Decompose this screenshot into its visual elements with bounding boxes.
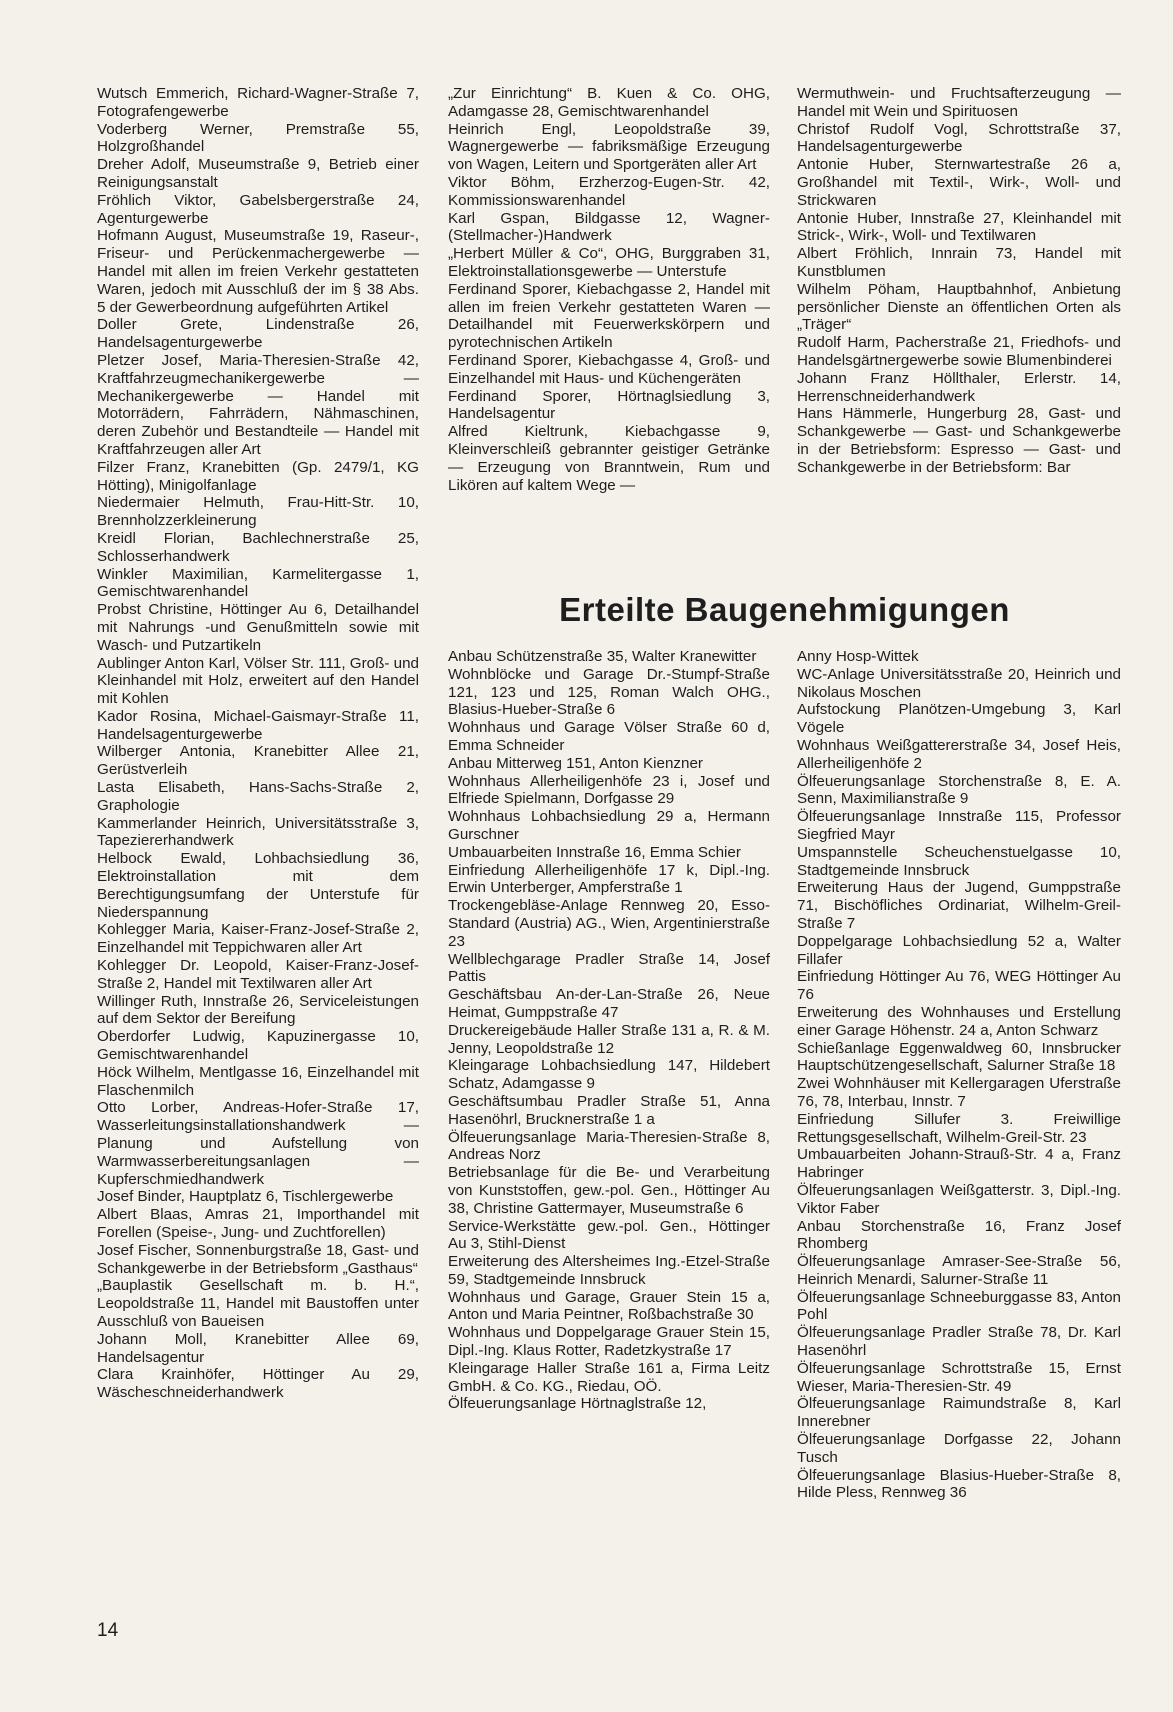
list-entry: Trockengebläse-Anlage Rennweg 20, Esso-Standard (Austria) AG., Wien, Argentinierstraße 23 (448, 897, 770, 950)
list-entry: Johann Moll, Kranebitter Allee 69, Handelsagentur (97, 1330, 419, 1366)
list-entry: Kohlegger Dr. Leopold, Kaiser-Franz-Josef-Straße 2, Handel mit Textilwaren aller Art (97, 957, 419, 992)
list-entry: Alfred Kieltrunk, Kiebachgasse 9, Kleinverschleiß gebrannter geistiger Getränke — Erzeugung von Branntwein, Rum und Likören auf kaltem Wege — (448, 423, 770, 494)
list-entry: Geschäftsumbau Pradler Straße 51, Anna Hasenöhrl, Brucknerstraße 1 a (448, 1092, 770, 1128)
list-entry: Niedermaier Helmuth, Frau-Hitt-Str. 10, Brennholzzerkleinerung (97, 494, 419, 530)
list-entry: Fröhlich Viktor, Gabelsbergerstraße 24, Agenturgewerbe (97, 191, 419, 227)
list-entry: Schießanlage Eggenwaldweg 60, Innsbrucker Hauptschützengesellschaft, Salurner Straße 18 (797, 1039, 1121, 1075)
list-entry: Anbau Schützenstraße 35, Walter Kranewitter (448, 648, 757, 665)
list-entry: Ölfeuerungsanlagen Weißgatterstr. 3, Dipl.-Ing. Viktor Faber (797, 1181, 1121, 1217)
list-entry: Christof Rudolf Vogl, Schrottstraße 37, Handelsagenturgewerbe (797, 120, 1121, 156)
list-entry: Hofmann August, Museumstraße 19, Raseur-, Friseur- und Perückenmachergewerbe — Handel mit allen im freien Verkehr gestatteten Waren, jedoch mit Ausschluß der im § 38 Abs. 5 der Gewerbeordnung aufgeführten Artikel (97, 227, 419, 316)
list-entry: Anbau Storchenstraße 16, Franz Josef Rhomberg (797, 1217, 1121, 1253)
list-entry: Wohnhaus Allerheiligenhöfe 23 i, Josef und Elfriede Spielmann, Dorfgasse 29 (448, 772, 770, 808)
list-entry: Ölfeuerungsanlage Dorfgasse 22, Johann Tusch (797, 1431, 1121, 1466)
section-heading: Erteilte Baugenehmigungen (559, 591, 1010, 628)
list-entry: Zwei Wohnhäuser mit Kellergaragen Uferstraße 76, 78, Interbau, Innstr. 7 (797, 1075, 1121, 1110)
list-entry: „Zur Einrichtung“ B. Kuen & Co. OHG, Adamgasse 28, Gemischtwarenhandel (448, 85, 770, 120)
list-entry: Pletzer Josef, Maria-Theresien-Straße 42, Kraftfahrzeugmechanikergewerbe — Mechanikergewerbe — Handel mit Motorrädern, Fahrrädern, Nähmaschinen, deren Zubehör und Bestandteile — Handel mit Kraftfahrzeugen aller Art (97, 351, 419, 458)
list-entry: Ölfeuerungsanlage Schrottstraße 15, Ernst Wieser, Maria-Theresien-Str. 49 (797, 1359, 1121, 1395)
list-entry: Otto Lorber, Andreas-Hofer-Straße 17, Wasserleitungsinstallationshandwerk — Planung und Aufstellung von Warmwasserbereitungsanlagen — Kupferschmiedhandwerk (97, 1099, 419, 1188)
list-entry: Anbau Mitterweg 151, Anton Kienzner (448, 754, 703, 772)
list-entry: Antonie Huber, Sternwartestraße 26 a, Großhandel mit Textil-, Wirk-, Woll- und Strickwaren (797, 156, 1121, 209)
list-entry: Ölfeuerungsanlage Hörtnaglstraße 12, (448, 1395, 707, 1413)
list-entry: Höck Wilhelm, Mentlgasse 16, Einzelhandel mit Flaschenmilch (97, 1063, 419, 1099)
list-entry: Ferdinand Sporer, Kiebachgasse 4, Groß- und Einzelhandel mit Haus- und Küchengeräten (448, 351, 770, 387)
list-entry: Ferdinand Sporer, Kiebachgasse 2, Handel mit allen im freien Verkehr gestatteten Waren — Detailhandel mit Feuerwerkskörpern und pyrotechnischen Artikeln (448, 280, 770, 352)
list-entry: Wohnhaus Lohbachsiedlung 29 a, Hermann Gurschner (448, 808, 770, 843)
list-entry: Einfriedung Sillufer 3. Freiwillige Rettungsgesellschaft, Wilhelm-Greil-Str. 23 (797, 1110, 1121, 1146)
list-entry: Service-Werkstätte gew.-pol. Gen., Höttinger Au 3, Stihl-Dienst (448, 1217, 770, 1253)
list-entry: Helbock Ewald, Lohbachsiedlung 36, Elektroinstallation mit dem Berechtigungsumfang der Unterstufe für Niederspannung (97, 850, 419, 921)
list-entry: Druckereigebäude Haller Straße 131 a, R. & M. Jenny, Leopoldstraße 12 (448, 1021, 770, 1057)
list-entry: Ölfeuerungsanlage Maria-Theresien-Straße 8, Andreas Norz (448, 1128, 770, 1164)
list-entry: Wilhelm Pöham, Hauptbahnhof, Anbietung persönlicher Dienste an öffentlichen Orten als „Träger“ (797, 280, 1121, 334)
list-entry: Winkler Maximilian, Karmelitergasse 1, Gemischtwarenhandel (97, 565, 419, 601)
list-entry: Doller Grete, Lindenstraße 26, Handelsagenturgewerbe (97, 316, 419, 352)
list-entry: Kleingarage Lohbachsiedlung 147, Hildebert Schatz, Adamgasse 9 (448, 1057, 770, 1093)
list-entry: Albert Fröhlich, Innrain 73, Handel mit Kunstblumen (797, 245, 1121, 280)
list-entry: Dreher Adolf, Museumstraße 9, Betrieb einer Reinigungsanstalt (97, 156, 419, 191)
middle-column-trade-licenses (448, 85, 770, 494)
list-entry: Josef Binder, Hauptplatz 6, Tischlergewerbe (97, 1188, 394, 1206)
middle-column-building-permits (448, 648, 770, 1413)
list-entry: Clara Krainhöfer, Höttinger Au 29, Wäscheschneiderhandwerk (97, 1366, 419, 1402)
list-entry: Voderberg Werner, Premstraße 55, Holzgroßhandel (97, 120, 419, 156)
list-entry: Erweiterung Haus der Jugend, Gumppstraße 71, Bischöfliches Ordinariat, Wilhelm-Greil-Straße 7 (797, 879, 1121, 932)
list-entry: Erweiterung des Altersheimes Ing.-Etzel-Straße 59, Stadtgemeinde Innsbruck (448, 1253, 770, 1288)
list-entry: Viktor Böhm, Erzherzog-Eugen-Str. 42, Kommissionswarenhandel (448, 173, 770, 209)
list-entry: Doppelgarage Lohbachsiedlung 52 a, Walter Fillafer (797, 932, 1121, 968)
list-entry: Albert Blaas, Amras 21, Importhandel mit Forellen (Speise-, Jung- und Zuchtforellen) (97, 1206, 419, 1241)
list-entry: Willinger Ruth, Innstraße 26, Serviceleistungen auf dem Sektor der Bereifung (97, 992, 419, 1028)
list-entry: Wellblechgarage Pradler Straße 14, Josef Pattis (448, 950, 770, 986)
right-column-building-permits (797, 648, 1121, 1502)
right-column-trade-licenses (797, 85, 1121, 477)
list-entry: Kador Rosina, Michael-Gaismayr-Straße 11, Handelsagenturgewerbe (97, 707, 419, 743)
list-entry: Umspannstelle Scheuchenstuelgasse 10, Stadtgemeinde Innsbruck (797, 843, 1121, 879)
list-entry: Heinrich Engl, Leopoldstraße 39, Wagnergewerbe — fabriksmäßige Erzeugung von Wagen, Leitern und Sportgeräten aller Art (448, 120, 770, 174)
list-entry: Antonie Huber, Innstraße 27, Kleinhandel mit Strick-, Wirk-, Woll- und Textilwaren (797, 209, 1121, 245)
list-entry: Wutsch Emmerich, Richard-Wagner-Straße 7, Fotografengewerbe (97, 85, 419, 120)
list-entry: Umbauarbeiten Johann-Strauß-Str. 4 a, Franz Habringer (797, 1146, 1121, 1182)
list-entry: Wohnhaus Weißgattererstraße 34, Josef Heis, Allerheiligenhöfe 2 (797, 736, 1121, 772)
list-entry: Einfriedung Höttinger Au 76, WEG Höttinger Au 76 (797, 968, 1121, 1004)
list-entry: Wermuthwein- und Fruchtsafterzeugung — Handel mit Wein und Spirituosen (797, 85, 1121, 120)
list-entry: Ölfeuerungsanlage Schneeburggasse 83, Anton Pohl (797, 1288, 1121, 1324)
list-entry: Karl Gspan, Bildgasse 12, Wagner-(Stellmacher-)Handwerk (448, 209, 770, 245)
list-entry: Hans Hämmerle, Hungerburg 28, Gast- und Schankgewerbe — Gast- und Schankgewerbe in der Betriebsform: Espresso — Gast- und Schankgewerbe in der Betriebsform: Bar (797, 405, 1121, 476)
list-entry: Ölfeuerungsanlage Storchenstraße 8, E. A. Senn, Maximilianstraße 9 (797, 772, 1121, 808)
list-entry: Wohnhaus und Garage, Grauer Stein 15 a, Anton und Maria Peintner, Roßbachstraße 30 (448, 1288, 770, 1324)
list-entry: Wilberger Antonia, Kranebitter Allee 21, Gerüstverleih (97, 743, 419, 779)
list-entry: Kleingarage Haller Straße 161 a, Firma Leitz GmbH. & Co. KG., Riedau, OÖ. (448, 1359, 770, 1395)
list-entry: Johann Franz Höllthaler, Erlerstr. 14, Herrenschneiderhandwerk (797, 369, 1121, 405)
list-entry: Filzer Franz, Kranebitten (Gp. 2479/1, KG Hötting), Minigolfanlage (97, 458, 419, 494)
list-entry: Anny Hosp-Wittek (797, 648, 919, 665)
list-entry: Ölfeuerungsanlage Raimundstraße 8, Karl Innerebner (797, 1395, 1121, 1431)
list-entry: Wohnhaus und Doppelgarage Grauer Stein 15, Dipl.-Ing. Klaus Rotter, Radetzkystraße 17 (448, 1324, 770, 1360)
list-entry: Josef Fischer, Sonnenburgstraße 18, Gast- und Schankgewerbe in der Betriebsform „Gasthaus“ (97, 1241, 419, 1277)
list-entry: Einfriedung Allerheiligenhöfe 17 k, Dipl.-Ing. Erwin Unterberger, Ampferstraße 1 (448, 861, 770, 897)
list-entry: Wohnblöcke und Garage Dr.-Stumpf-Straße 121, 123 und 125, Roman Walch OHG., Blasius-Hueber-Straße 6 (448, 665, 770, 719)
list-entry: „Bauplastik Gesellschaft m. b. H.“, Leopoldstraße 11, Handel mit Baustoffen unter Ausschluß von Baueisen (97, 1277, 419, 1330)
list-entry: Probst Christine, Höttinger Au 6, Detailhandel mit Nahrungs -und Genußmitteln sowie mit Wasch- und Putzartikeln (97, 601, 419, 654)
left-column-trade-licenses (97, 85, 419, 1402)
list-entry: Ölfeuerungsanlage Innstraße 115, Professor Siegfried Mayr (797, 808, 1121, 843)
list-entry: Ölfeuerungsanlage Blasius-Hueber-Straße 8, Hilde Pless, Rennweg 36 (797, 1466, 1121, 1502)
page-number: 14 (97, 1620, 119, 1641)
list-entry: Kammerlander Heinrich, Universitätsstraße 3, Tapeziererhandwerk (97, 814, 419, 850)
list-entry: Oberdorfer Ludwig, Kapuzinergasse 10, Gemischtwarenhandel (97, 1028, 419, 1064)
list-entry: Kohlegger Maria, Kaiser-Franz-Josef-Straße 2, Einzelhandel mit Teppichwaren aller Art (97, 921, 419, 957)
list-entry: Umbauarbeiten Innstraße 16, Emma Schier (448, 843, 741, 861)
list-entry: Aublinger Anton Karl, Völser Str. 111, Groß- und Kleinhandel mit Holz, erweitert auf den Handel mit Kohlen (97, 654, 419, 708)
list-entry: Betriebsanlage für die Be- und Verarbeitung von Kunststoffen, gew.-pol. Gen., Höttinger Au 38, Christine Gattermayer, Museumstraße 6 (448, 1164, 770, 1217)
list-entry: Wohnhaus und Garage Völser Straße 60 d, Emma Schneider (448, 719, 770, 754)
list-entry: Rudolf Harm, Pacherstraße 21, Friedhofs- und Handelsgärtnergewerbe sowie Blumenbinderei (797, 334, 1121, 369)
list-entry: Ölfeuerungsanlage Amraser-See-Straße 56, Heinrich Menardi, Salurner-Straße 11 (797, 1253, 1121, 1288)
list-entry: Lasta Elisabeth, Hans-Sachs-Straße 2, Graphologie (97, 779, 419, 814)
list-entry: Erweiterung des Wohnhauses und Erstellung einer Garage Höhenstr. 24 a, Anton Schwarz (797, 1003, 1121, 1039)
list-entry: Ferdinand Sporer, Hörtnaglsiedlung 3, Handelsagentur (448, 387, 770, 423)
list-entry: Kreidl Florian, Bachlechnerstraße 25, Schlosserhandwerk (97, 529, 419, 565)
list-entry: Ölfeuerungsanlage Pradler Straße 78, Dr. Karl Hasenöhrl (797, 1324, 1121, 1360)
list-entry: Geschäftsbau An-der-Lan-Straße 26, Neue Heimat, Gumppstraße 47 (448, 986, 770, 1021)
list-entry: WC-Anlage Universitätsstraße 20, Heinrich und Nikolaus Moschen (797, 665, 1121, 701)
list-entry: „Herbert Müller & Co“, OHG, Burggraben 31, Elektroinstallationsgewerbe — Unterstufe (448, 245, 770, 280)
list-entry: Aufstockung Planötzen-Umgebung 3, Karl Vögele (797, 701, 1121, 737)
